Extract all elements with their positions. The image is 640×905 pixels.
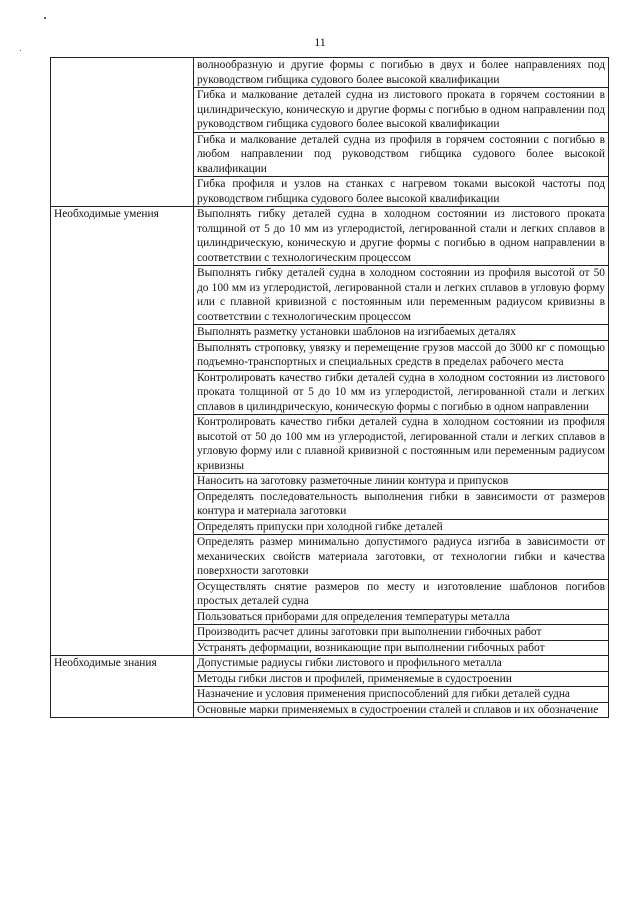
- requirement-cell: Пользоваться приборами для определения температуры металла: [194, 609, 609, 625]
- section-label: Необходимые знания: [51, 656, 194, 718]
- table-row: [51, 656, 609, 672]
- requirement-cell: Гибка и малкование деталей судна из листового проката в горячем состоянии в цилиндрическую, коническую и другие формы с погибью в одном направлении под руководством гибщика судового более высокой квалификации: [194, 88, 609, 133]
- requirement-cell: Выполнять разметку установки шаблонов на изгибаемых деталях: [194, 325, 609, 341]
- requirement-cell: Определять размер минимально допустимого радиуса изгиба в зависимости от механических свойств материала заготовки, от технологии гибки и качества поверхности заготовки: [194, 535, 609, 580]
- requirement-cell: Выполнять строповку, увязку и перемещение грузов массой до 3000 кг с помощью подъемно-транспортных и специальных средств в пределах рабочего места: [194, 340, 609, 370]
- scan-speck: [20, 50, 21, 51]
- requirement-cell: волнообразную и другие формы с погибью в двух и более направлениях под руководством гибщика судового более высокой квалификации: [194, 58, 609, 88]
- scan-speck: [44, 17, 46, 19]
- requirement-cell: Методы гибки листов и профилей, применяемые в судостроении: [194, 671, 609, 687]
- table-body: [51, 58, 609, 718]
- requirement-cell: Выполнять гибку деталей судна в холодном состоянии из листового проката толщиной от 5 до 10 мм из углеродистой, легированной стали и легких сплавов в цилиндрическую, коническую и другие формы с погибью в одном направлении в соответствии с технологическим процессом: [194, 207, 609, 266]
- section-label: Необходимые умения: [51, 207, 194, 656]
- requirement-cell: Гибка и малкование деталей судна из профиля в горячем состоянии с погибью в любом направлении под руководством гибщика судового более высокой квалификации: [194, 132, 609, 177]
- requirement-cell: Основные марки применяемых в судостроении сталей и сплавов и их обозначение: [194, 702, 609, 718]
- table-row: [51, 207, 609, 266]
- section-label: [51, 58, 194, 207]
- requirement-cell: Контролировать качество гибки деталей судна в холодном состоянии из профиля высотой от 50 до 100 мм из углеродистой, легированной стали и легких сплавов в угловую форму или с плавной кривизной с постоянным или переменным радиусом кривизны: [194, 415, 609, 474]
- requirement-cell: Назначение и условия применения приспособлений для гибки деталей судна: [194, 687, 609, 703]
- requirement-cell: Определять припуски при холодной гибке деталей: [194, 519, 609, 535]
- page-number: 11: [314, 35, 326, 49]
- requirement-cell: Наносить на заготовку разметочные линии контура и припусков: [194, 474, 609, 490]
- qualification-table: [50, 57, 609, 718]
- requirement-cell: Выполнять гибку деталей судна в холодном состоянии из профиля высотой от 50 до 100 мм из углеродистой, легированной стали и легких сплавов в угловую форму или с плавной кривизной с постоянным или переменным радиусом кривизны в соответствии с технологическим процессом: [194, 266, 609, 325]
- requirement-cell: Осуществлять снятие размеров по месту и изготовление шаблонов погибов простых деталей судна: [194, 579, 609, 609]
- requirement-cell: Допустимые радиусы гибки листового и профильного металла: [194, 656, 609, 672]
- requirement-cell: Гибка профиля и узлов на станках с нагревом токами высокой частоты под руководством гибщика судового более высокой квалификации: [194, 177, 609, 207]
- requirement-cell: Контролировать качество гибки деталей судна в холодном состоянии из листового проката толщиной от 5 до 10 мм из углеродистой, легированной стали и легких сплавов в цилиндрическую, коническую формы с погибью в одном направлении: [194, 370, 609, 415]
- table-row: [51, 58, 609, 88]
- requirement-cell: Устранять деформации, возникающие при выполнении гибочных работ: [194, 640, 609, 656]
- requirement-cell: Производить расчет длины заготовки при выполнении гибочных работ: [194, 625, 609, 641]
- requirement-cell: Определять последовательность выполнения гибки в зависимости от размеров контура и материала заготовки: [194, 489, 609, 519]
